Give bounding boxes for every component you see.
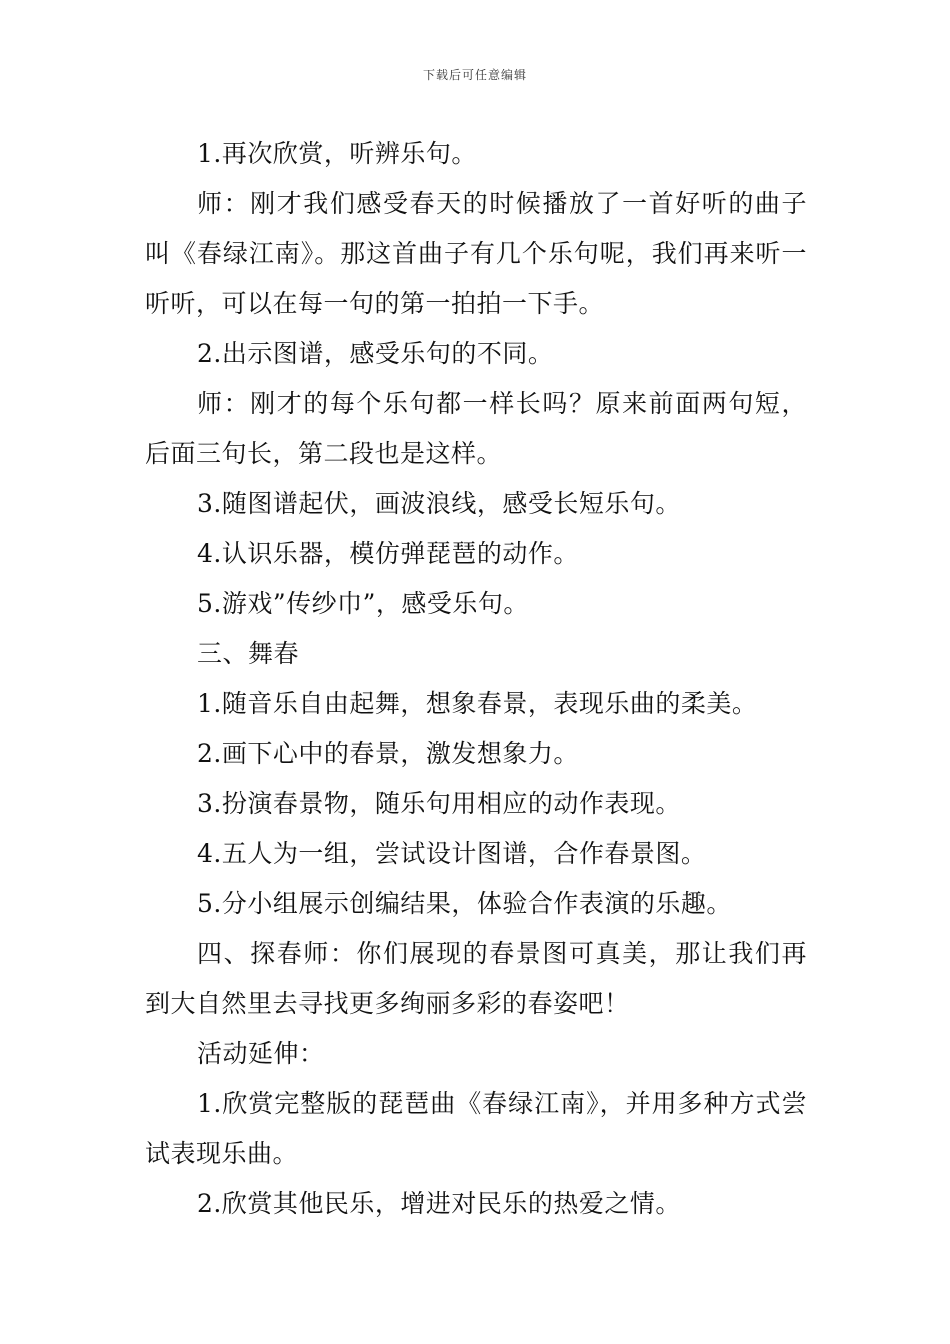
paragraph: 师：刚才我们感受春天的时候播放了一首好听的曲子叫《春绿江南》。那这首曲子有几个乐句呢，我们再来听一听听，可以在每一句的第一拍拍一下手。 xyxy=(145,189,807,318)
paragraph: 2.欣赏其他民乐，增进对民乐的热爱之情。 xyxy=(197,1189,681,1218)
section-heading: 活动延伸： xyxy=(197,1039,325,1068)
paragraph: 3.随图谱起伏，画波浪线，感受长短乐句。 xyxy=(197,489,681,518)
section-heading: 四、探春师：你们展现的春景图可真美，那让我们再到大自然里去寻找更多绚丽多彩的春姿吧！ xyxy=(145,939,807,1018)
paragraph: 1.再次欣赏，听辨乐句。 xyxy=(197,139,477,168)
paragraph: 2.画下心中的春景，激发想象力。 xyxy=(197,739,579,768)
paragraph: 1.随音乐自由起舞，想象春景，表现乐曲的柔美。 xyxy=(197,689,758,718)
paragraph: 1.欣赏完整版的琵琶曲《春绿江南》，并用多种方式尝试表现乐曲。 xyxy=(145,1089,807,1168)
page-header-note: 下载后可任意编辑 xyxy=(422,68,527,82)
paragraph: 3.扮演春景物，随乐句用相应的动作表现。 xyxy=(197,789,681,818)
paragraph: 师：刚才的每个乐句都一样长吗？原来前面两句短，后面三句长，第二段也是这样。 xyxy=(145,389,807,468)
paragraph: 5.游戏”传纱巾”，感受乐句。 xyxy=(197,589,529,618)
paragraph: 4.五人为一组，尝试设计图谱，合作春景图。 xyxy=(197,839,707,868)
paragraph: 4.认识乐器，模仿弹琵琶的动作。 xyxy=(197,539,579,568)
paragraph: 2.出示图谱，感受乐句的不同。 xyxy=(197,339,554,368)
section-heading: 三、舞春 xyxy=(197,639,300,668)
document-body xyxy=(145,129,807,1229)
paragraph: 5.分小组展示创编结果，体验合作表演的乐趣。 xyxy=(197,889,732,918)
